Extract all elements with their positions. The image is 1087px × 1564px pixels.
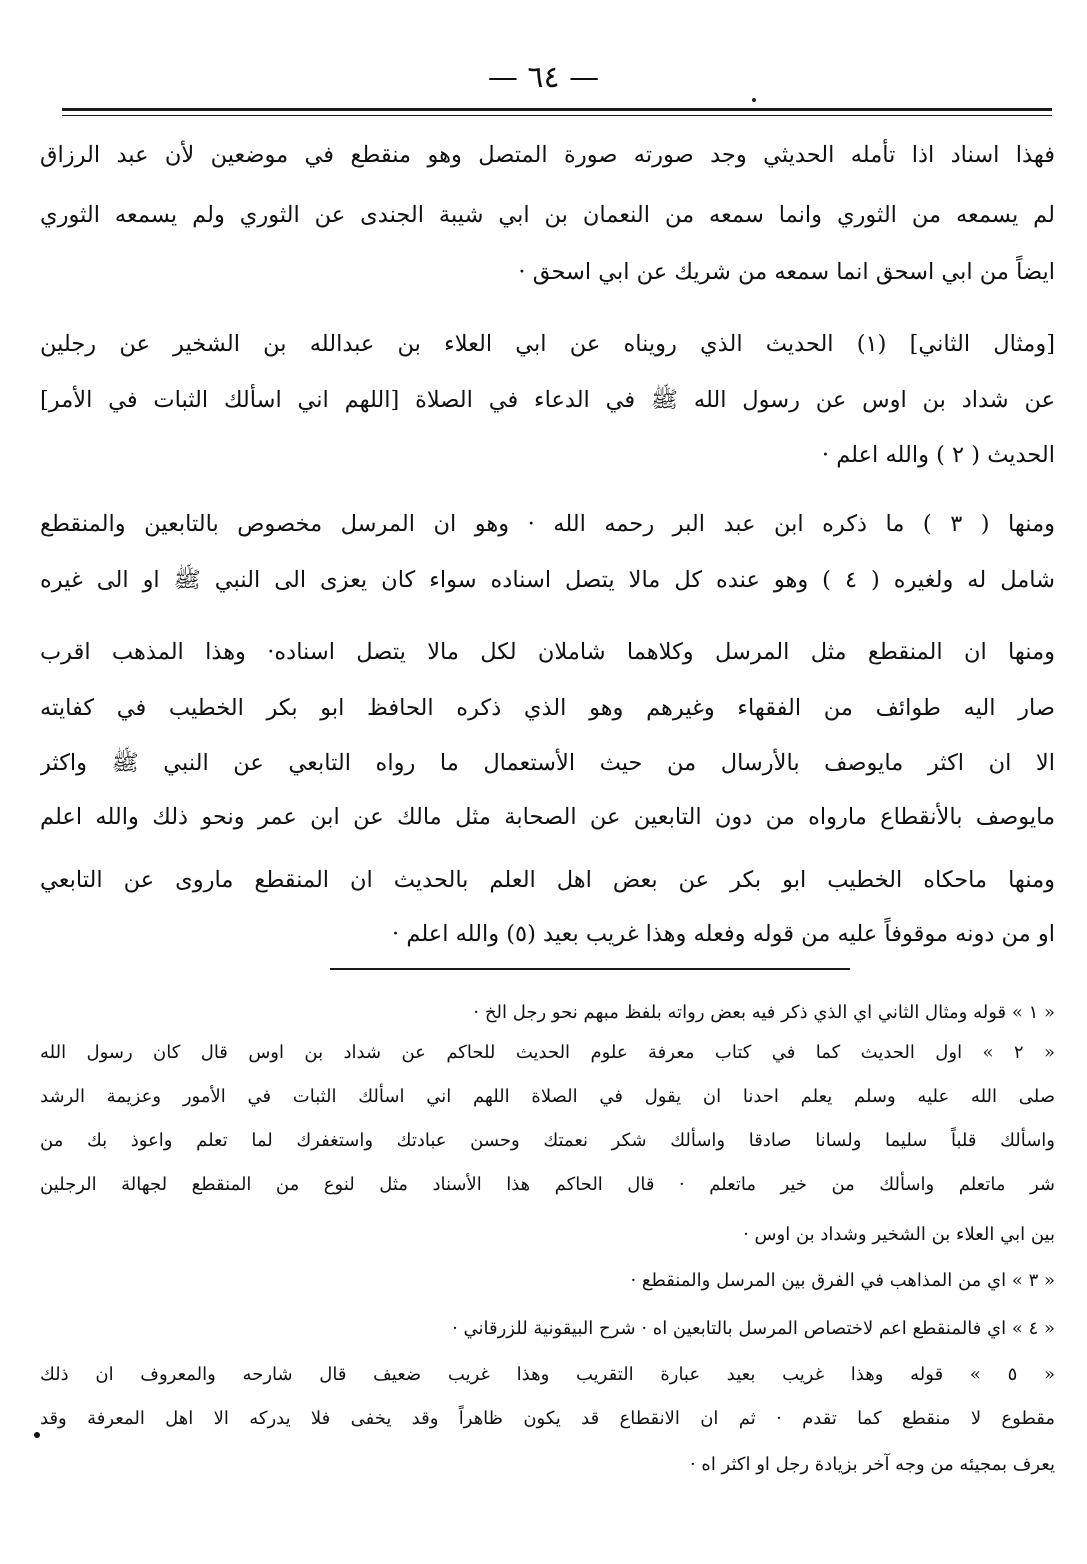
body-line: ومنها ان المنقطع مثل المرسل وكلاهما شاملان لكل مالا يتصل اسناده· وهذا المذهب اقرب	[40, 639, 1055, 665]
footnote-separator	[330, 968, 850, 970]
footnote-line: « ٢ » اول الحديث كما في كتاب معرفة علوم الحديث للحاكم عن شداد بن اوس قال كان رسول الله	[40, 1042, 1055, 1063]
body-line: فهذا اسناد اذا تأمله الحديثي وجد صورته صورة المتصل وهو منقطع في موضعين لأن عبد الرزاق	[40, 142, 1055, 168]
body-line: الا ان اكثر مايوصف بالأرسال من حيث الأستعمال ما رواه التابعي عن النبي ﷺ واكثر	[40, 750, 1055, 776]
page-number: — ٦٤ —	[487, 60, 600, 95]
header-rule-thick	[62, 108, 1052, 111]
footnote-line: بين ابي العلاء بن الشخير وشداد بن اوس ·	[743, 1224, 1055, 1245]
body-line: شامل له ولغيره ( ٤ ) وهو عنده كل مالا يتصل اسناده سواء كان يعزى الى النبي ﷺ او الى غيره	[40, 567, 1055, 593]
footnote-line: واسألك قلباً سليما ولسانا صادقا واسألك شكر نعمتك وحسن عبادتك واستغفرك لما تعلم واعوذ بك من	[40, 1130, 1055, 1151]
margin-mark	[34, 1432, 40, 1438]
body-line: الحديث ( ٢ ) والله اعلم ·	[821, 442, 1055, 468]
footnote-line: صلى الله عليه وسلم يعلم احدنا ان يقول في الصلاة اللهم اني اسألك الثبات في الأمور وعزيمة الرشد	[40, 1086, 1055, 1107]
body-line: صار اليه طوائف من الفقهاء وغيرهم وهو الذي ذكره الحافظ ابو بكر الخطيب في كفايته	[40, 695, 1055, 721]
body-line: ومنها ( ٣ ) ما ذكره ابن عبد البر رحمه الله · وهو ان المرسل مخصوص بالتابعين والمنقطع	[40, 511, 1055, 537]
footnote-line: « ٣ » اي من المذاهب في الفرق بين المرسل والمنقطع ·	[630, 1270, 1055, 1291]
body-line: ومنها ماحكاه الخطيب ابو بكر عن بعض اهل العلم بالحديث ان المنقطع ماروى عن التابعي	[40, 867, 1055, 893]
header-rule-thin	[62, 115, 1052, 116]
body-line: لم يسمعه من الثوري وانما سمعه من النعمان بن ابي شيبة الجندى عن الثوري ولم يسمعه الثوري	[40, 202, 1055, 228]
footnote-line: مقطوع لا منقطع كما تقدم · ثم ان الانقطاع قد يكون ظاهراً وقد يخفى فلا يدركه الا اهل المعرفة وقد	[40, 1408, 1055, 1429]
header-dot	[752, 98, 756, 102]
body-line: ايضاً من ابي اسحق انما سمعه من شريك عن ابي اسحق ·	[518, 259, 1055, 285]
body-line: مايوصف بالأنقطاع مارواه من دون التابعين عن الصحابة مثل مالك عن ابن عمر ونحو ذلك والله اعلم	[40, 804, 1055, 830]
body-line: [ومثال الثاني] (١) الحديث الذي رويناه عن ابي العلاء بن عبدالله بن الشخير عن رجلين	[40, 331, 1055, 357]
footnote-line: يعرف بمجيئه من وجه آخر بزيادة رجل او اكثر اه ·	[689, 1454, 1055, 1475]
footnote-line: « ٥ » قوله وهذا غريب بعيد عبارة التقريب وهذا غريب ضعيف قال شارحه والمعروف ان ذلك	[40, 1364, 1055, 1385]
body-line: عن شداد بن اوس عن رسول الله ﷺ في الدعاء في الصلاة [اللهم اني اسألك الثبات في الأمر]	[40, 387, 1055, 413]
footnote-line: شر ماتعلم واسألك من خير ماتعلم · قال الحاكم هذا الأسناد مثل لنوع من المنقطع لجهالة الرجلين	[40, 1174, 1055, 1195]
body-line: او من دونه موقوفاً عليه من قوله وفعله وهذا غريب بعيد (٥) والله اعلم ·	[392, 921, 1055, 947]
footnote-line: « ٤ » اي فالمنقطع اعم لاختصاص المرسل بالتابعين اه · شرح البيقونية للزرقاني ·	[452, 1318, 1055, 1339]
footnote-line: « ١ » قوله ومثال الثاني اي الذي ذكر فيه بعض رواته بلفظ مبهم نحو رجل الخ ·	[473, 1002, 1055, 1023]
